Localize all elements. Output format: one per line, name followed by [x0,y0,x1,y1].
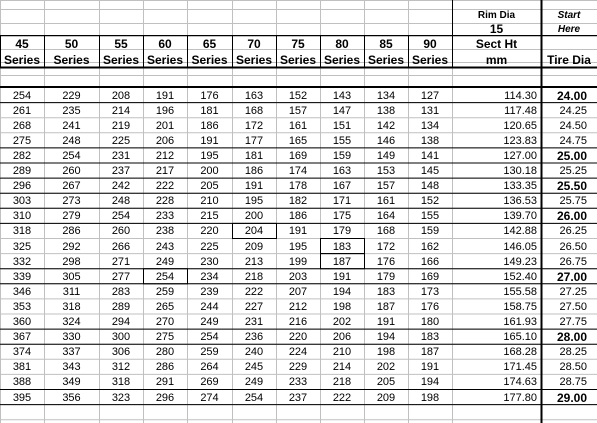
series-value-cell[interactable]: 169 [420,270,440,283]
sect-ht-label[interactable]: Sect Ht [475,37,518,51]
series-label-header[interactable]: Series [53,53,90,67]
series-value-cell[interactable]: 249 [244,376,264,389]
series-value-cell[interactable]: 259 [155,285,175,298]
series-label-header[interactable]: Series [102,53,140,67]
sect-ht-cell[interactable]: 123.83 [503,134,537,147]
series-value-cell[interactable]: 165 [288,134,308,147]
series-value-cell[interactable]: 289 [12,165,32,178]
series-value-cell[interactable]: 207 [288,285,308,298]
sect-ht-cell[interactable]: 136.53 [503,195,537,208]
series-value-cell[interactable]: 180 [420,316,440,329]
tire-dia-cell[interactable]: 25.50 [556,179,587,194]
series-value-cell[interactable]: 261 [12,104,32,117]
series-value-cell[interactable]: 230 [200,255,219,268]
series-value-cell[interactable]: 228 [155,195,175,208]
series-number-header[interactable]: 50 [64,37,79,51]
series-value-cell[interactable]: 239 [200,285,219,298]
series-value-cell[interactable]: 233 [155,210,175,223]
sect-ht-cell[interactable]: 152.40 [503,270,537,283]
series-value-cell[interactable]: 163 [244,89,264,102]
series-value-cell[interactable]: 254 [200,331,219,344]
rim-dia-value[interactable]: 15 [489,22,504,36]
series-value-cell[interactable]: 220 [288,331,308,344]
series-value-cell[interactable]: 260 [111,225,131,238]
series-value-cell[interactable]: 181 [244,149,264,162]
series-value-cell[interactable]: 146 [376,134,396,147]
series-value-cell[interactable]: 265 [155,300,175,313]
series-value-cell[interactable]: 191 [332,270,352,283]
mm-label[interactable]: mm [485,53,508,67]
tire-dia-cell[interactable]: 28.75 [559,376,587,389]
series-number-header[interactable]: 55 [114,37,128,51]
series-value-cell[interactable]: 242 [111,180,131,193]
series-value-cell[interactable]: 312 [111,361,131,374]
sect-ht-cell[interactable]: 177.80 [503,391,537,404]
series-value-cell[interactable]: 131 [420,104,440,117]
series-value-cell[interactable]: 337 [62,346,81,359]
series-value-cell[interactable]: 205 [200,180,219,193]
tire-dia-cell[interactable]: 26.25 [559,225,587,238]
series-value-cell[interactable]: 174 [288,165,308,178]
series-value-cell[interactable]: 196 [155,104,175,117]
series-label-header[interactable]: Series [367,53,405,67]
series-value-cell[interactable]: 153 [376,165,396,178]
series-value-cell[interactable]: 209 [376,391,396,404]
series-value-cell[interactable]: 199 [288,255,308,268]
series-value-cell[interactable]: 134 [420,119,440,132]
tire-dia-cell[interactable]: 26.50 [559,240,587,253]
series-value-cell[interactable]: 204 [244,225,264,238]
series-value-cell[interactable]: 155 [420,210,440,223]
series-number-header[interactable]: 65 [202,37,217,51]
series-value-cell[interactable]: 325 [12,240,32,253]
series-number-header[interactable]: 45 [15,37,29,51]
series-value-cell[interactable]: 218 [332,376,352,389]
sect-ht-cell[interactable]: 158.75 [503,300,537,313]
series-value-cell[interactable]: 157 [288,104,308,117]
series-value-cell[interactable]: 178 [288,180,308,193]
series-value-cell[interactable]: 145 [420,165,440,178]
series-value-cell[interactable]: 254 [62,149,81,162]
series-value-cell[interactable]: 143 [332,89,352,102]
series-value-cell[interactable]: 229 [62,89,81,102]
tire-dia-label[interactable]: Tire Dia [547,53,591,67]
series-value-cell[interactable]: 356 [62,391,81,404]
series-value-cell[interactable]: 318 [62,300,81,313]
series-value-cell[interactable]: 318 [12,225,32,238]
series-value-cell[interactable]: 134 [376,89,396,102]
series-value-cell[interactable]: 271 [111,255,131,268]
series-value-cell[interactable]: 237 [288,391,308,404]
series-value-cell[interactable]: 195 [244,195,264,208]
sect-ht-cell[interactable]: 142.88 [503,225,537,238]
series-value-cell[interactable]: 346 [12,285,32,298]
series-value-cell[interactable]: 195 [200,149,219,162]
series-value-cell[interactable]: 208 [111,89,131,102]
series-value-cell[interactable]: 305 [62,270,81,283]
series-value-cell[interactable]: 191 [200,134,219,147]
sect-ht-cell[interactable]: 130.18 [503,165,537,178]
series-value-cell[interactable]: 219 [111,119,131,132]
series-value-cell[interactable]: 241 [62,119,81,132]
sect-ht-cell[interactable]: 174.63 [503,376,537,389]
series-value-cell[interactable]: 200 [200,165,219,178]
series-value-cell[interactable]: 254 [12,89,32,102]
sect-ht-cell[interactable]: 165.10 [503,331,537,344]
tire-dia-cell[interactable]: 26.00 [556,209,587,224]
series-value-cell[interactable]: 172 [376,240,396,253]
series-value-cell[interactable]: 244 [200,300,219,313]
series-value-cell[interactable]: 259 [200,346,219,359]
series-value-cell[interactable]: 238 [155,225,175,238]
series-value-cell[interactable]: 210 [332,346,352,359]
series-value-cell[interactable]: 395 [12,391,32,404]
series-value-cell[interactable]: 210 [200,195,219,208]
series-value-cell[interactable]: 275 [155,331,175,344]
series-value-cell[interactable]: 289 [111,300,131,313]
series-number-header[interactable]: 70 [247,37,261,51]
series-value-cell[interactable]: 198 [332,300,352,313]
series-value-cell[interactable]: 267 [62,180,81,193]
series-value-cell[interactable]: 218 [244,270,264,283]
series-value-cell[interactable]: 270 [155,316,175,329]
series-value-cell[interactable]: 209 [244,240,264,253]
tire-dia-cell[interactable]: 25.75 [559,195,587,208]
series-value-cell[interactable]: 214 [111,104,131,117]
series-value-cell[interactable]: 157 [376,180,396,193]
series-value-cell[interactable]: 286 [155,361,175,374]
series-value-cell[interactable]: 275 [12,134,32,147]
series-value-cell[interactable]: 187 [376,300,396,313]
series-value-cell[interactable]: 235 [62,104,81,117]
series-value-cell[interactable]: 353 [12,300,32,313]
series-value-cell[interactable]: 254 [155,270,175,283]
series-value-cell[interactable]: 233 [288,376,308,389]
series-value-cell[interactable]: 234 [200,270,219,283]
series-value-cell[interactable]: 360 [12,316,32,329]
series-value-cell[interactable]: 148 [420,180,440,193]
series-value-cell[interactable]: 300 [111,331,131,344]
series-value-cell[interactable]: 222 [244,285,264,298]
sect-ht-cell[interactable]: 114.30 [504,89,537,102]
series-value-cell[interactable]: 260 [62,165,81,178]
series-value-cell[interactable]: 187 [420,346,440,359]
sect-ht-cell[interactable]: 155.58 [503,285,537,298]
tire-dia-cell[interactable]: 25.00 [556,148,587,163]
series-value-cell[interactable]: 215 [200,210,219,223]
series-value-cell[interactable]: 171 [332,195,352,208]
series-value-cell[interactable]: 310 [12,210,32,223]
sect-ht-cell[interactable]: 120.65 [503,119,537,132]
series-value-cell[interactable]: 222 [155,180,175,193]
series-value-cell[interactable]: 191 [288,225,308,238]
series-value-cell[interactable]: 332 [12,255,32,268]
series-value-cell[interactable]: 283 [111,285,131,298]
series-value-cell[interactable]: 202 [376,361,396,374]
tire-dia-cell[interactable]: 28.25 [559,346,587,359]
series-value-cell[interactable]: 225 [200,240,219,253]
series-value-cell[interactable]: 175 [332,210,352,223]
series-value-cell[interactable]: 214 [332,361,352,374]
series-label-header[interactable]: Series [323,53,361,67]
series-value-cell[interactable]: 292 [62,240,81,253]
series-label-header[interactable]: Series [279,53,317,67]
series-value-cell[interactable]: 212 [155,149,175,162]
series-value-cell[interactable]: 306 [111,346,131,359]
series-value-cell[interactable]: 231 [244,316,264,329]
series-value-cell[interactable]: 138 [376,104,396,117]
sect-ht-cell[interactable]: 168.28 [503,346,537,359]
series-value-cell[interactable]: 182 [288,195,308,208]
sect-ht-cell[interactable]: 133.35 [503,180,537,193]
series-value-cell[interactable]: 206 [155,134,175,147]
series-value-cell[interactable]: 264 [200,361,219,374]
series-value-cell[interactable]: 183 [332,240,352,253]
series-value-cell[interactable]: 237 [111,165,131,178]
rim-dia-label[interactable]: Rim Dia [477,10,516,21]
series-value-cell[interactable]: 294 [111,316,131,329]
tire-dia-cell[interactable]: 29.00 [556,390,587,405]
series-value-cell[interactable]: 222 [332,391,352,404]
series-value-cell[interactable]: 163 [332,165,352,178]
series-value-cell[interactable]: 236 [244,331,264,344]
series-number-header[interactable]: 80 [335,37,349,51]
series-value-cell[interactable]: 198 [420,391,440,404]
sect-ht-cell[interactable]: 149.23 [503,255,537,268]
series-value-cell[interactable]: 367 [12,331,32,344]
series-value-cell[interactable]: 318 [111,376,131,389]
series-value-cell[interactable]: 194 [376,331,396,344]
series-value-cell[interactable]: 149 [376,149,396,162]
series-value-cell[interactable]: 159 [332,149,352,162]
series-value-cell[interactable]: 195 [288,240,308,253]
series-value-cell[interactable]: 179 [376,270,396,283]
series-value-cell[interactable]: 381 [12,361,32,374]
series-value-cell[interactable]: 151 [332,119,352,132]
tire-dia-cell[interactable]: 28.50 [559,361,587,374]
series-value-cell[interactable]: 187 [332,255,352,268]
series-value-cell[interactable]: 203 [288,270,308,283]
series-value-cell[interactable]: 248 [62,134,81,147]
series-value-cell[interactable]: 127 [420,89,440,102]
here-label[interactable]: Here [557,23,581,35]
series-value-cell[interactable]: 166 [420,255,440,268]
series-value-cell[interactable]: 161 [288,119,308,132]
series-value-cell[interactable]: 254 [244,391,264,404]
series-value-cell[interactable]: 279 [62,210,81,223]
series-value-cell[interactable]: 205 [376,376,396,389]
series-value-cell[interactable]: 183 [420,331,440,344]
sect-ht-cell[interactable]: 127.00 [503,149,537,162]
series-value-cell[interactable]: 186 [200,119,219,132]
series-value-cell[interactable]: 245 [244,361,264,374]
series-value-cell[interactable]: 167 [332,180,352,193]
series-label-header[interactable]: Series [3,53,41,67]
series-value-cell[interactable]: 142 [376,119,396,132]
series-value-cell[interactable]: 286 [62,225,81,238]
series-value-cell[interactable]: 179 [332,225,352,238]
series-value-cell[interactable]: 349 [62,376,81,389]
series-value-cell[interactable]: 212 [288,300,308,313]
series-value-cell[interactable]: 200 [244,210,264,223]
series-value-cell[interactable]: 169 [288,149,308,162]
series-label-header[interactable]: Series [146,53,184,67]
series-value-cell[interactable]: 173 [420,285,440,298]
tire-dia-cell[interactable]: 27.25 [559,285,587,298]
series-value-cell[interactable]: 254 [111,210,131,223]
series-value-cell[interactable]: 183 [376,285,396,298]
series-value-cell[interactable]: 152 [288,89,308,102]
series-value-cell[interactable]: 191 [244,180,264,193]
series-value-cell[interactable]: 273 [62,195,81,208]
series-value-cell[interactable]: 168 [244,104,264,117]
series-value-cell[interactable]: 303 [12,195,32,208]
series-value-cell[interactable]: 172 [244,119,264,132]
series-value-cell[interactable]: 161 [376,195,396,208]
series-value-cell[interactable]: 176 [420,300,440,313]
series-value-cell[interactable]: 225 [111,134,131,147]
series-value-cell[interactable]: 231 [111,149,131,162]
series-value-cell[interactable]: 224 [288,346,308,359]
series-value-cell[interactable]: 296 [155,391,175,404]
series-value-cell[interactable]: 388 [12,376,32,389]
series-value-cell[interactable]: 240 [244,346,264,359]
sect-ht-cell[interactable]: 161.93 [503,316,537,329]
sect-ht-cell[interactable]: 171.45 [503,361,537,374]
sect-ht-cell[interactable]: 117.48 [504,104,537,117]
series-number-header[interactable]: 75 [291,37,305,51]
series-value-cell[interactable]: 217 [155,165,175,178]
series-value-cell[interactable]: 324 [62,316,81,329]
series-value-cell[interactable]: 220 [200,225,219,238]
series-number-header[interactable]: 85 [379,37,393,51]
tire-dia-cell[interactable]: 25.25 [559,165,587,178]
series-value-cell[interactable]: 229 [288,361,308,374]
tire-dia-cell[interactable]: 24.75 [559,134,587,147]
series-value-cell[interactable]: 249 [155,255,175,268]
series-value-cell[interactable]: 249 [200,316,219,329]
series-value-cell[interactable]: 176 [200,89,219,102]
series-value-cell[interactable]: 164 [376,210,396,223]
series-value-cell[interactable]: 191 [420,361,440,374]
sect-ht-cell[interactable]: 139.70 [503,210,537,223]
series-value-cell[interactable]: 194 [332,285,352,298]
series-value-cell[interactable]: 155 [332,134,352,147]
series-value-cell[interactable]: 159 [420,225,440,238]
series-value-cell[interactable]: 374 [12,346,32,359]
series-value-cell[interactable]: 141 [420,149,440,162]
series-value-cell[interactable]: 147 [332,104,352,117]
sect-ht-cell[interactable]: 146.05 [503,240,537,253]
series-value-cell[interactable]: 323 [111,391,131,404]
tire-dia-cell[interactable]: 27.75 [559,316,587,329]
series-value-cell[interactable]: 291 [155,376,175,389]
series-value-cell[interactable]: 202 [332,316,352,329]
series-number-header[interactable]: 60 [158,37,172,51]
series-value-cell[interactable]: 191 [155,89,175,102]
tire-dia-cell[interactable]: 26.75 [559,255,587,268]
tire-dia-cell[interactable]: 27.50 [559,300,587,313]
series-value-cell[interactable]: 194 [420,376,440,389]
series-value-cell[interactable]: 282 [12,149,32,162]
series-value-cell[interactable]: 198 [376,346,396,359]
tire-dia-cell[interactable]: 27.00 [556,269,587,284]
series-value-cell[interactable]: 168 [376,225,396,238]
series-value-cell[interactable]: 296 [12,180,32,193]
series-label-header[interactable]: Series [235,53,273,67]
series-value-cell[interactable]: 177 [244,134,264,147]
series-value-cell[interactable]: 298 [62,255,81,268]
series-value-cell[interactable]: 274 [200,391,219,404]
series-value-cell[interactable]: 266 [111,240,131,253]
series-value-cell[interactable]: 191 [376,316,396,329]
series-value-cell[interactable]: 311 [62,285,81,298]
series-value-cell[interactable]: 206 [332,331,352,344]
series-value-cell[interactable]: 280 [155,346,175,359]
series-value-cell[interactable]: 181 [200,104,219,117]
tire-dia-cell[interactable]: 28.00 [556,330,587,345]
series-value-cell[interactable]: 216 [288,316,308,329]
series-value-cell[interactable]: 176 [376,255,396,268]
series-value-cell[interactable]: 213 [244,255,264,268]
series-value-cell[interactable]: 330 [62,331,81,344]
tire-dia-cell[interactable]: 24.00 [556,88,587,103]
series-value-cell[interactable]: 186 [244,165,264,178]
series-value-cell[interactable]: 227 [244,300,264,313]
series-label-header[interactable]: Series [191,53,228,67]
series-number-header[interactable]: 90 [423,37,437,51]
series-value-cell[interactable]: 186 [288,210,308,223]
series-value-cell[interactable]: 268 [12,119,32,132]
series-value-cell[interactable]: 152 [420,195,440,208]
start-label[interactable]: Start [557,10,581,21]
tire-dia-cell[interactable]: 24.25 [559,104,587,117]
series-value-cell[interactable]: 339 [12,270,32,283]
series-value-cell[interactable]: 243 [155,240,175,253]
tire-dia-cell[interactable]: 24.50 [559,119,587,132]
series-value-cell[interactable]: 269 [200,376,219,389]
series-label-header[interactable]: Series [411,53,449,67]
series-value-cell[interactable]: 277 [111,270,131,283]
series-value-cell[interactable]: 162 [420,240,440,253]
series-value-cell[interactable]: 138 [420,134,440,147]
series-value-cell[interactable]: 248 [111,195,131,208]
series-value-cell[interactable]: 201 [155,119,175,132]
series-value-cell[interactable]: 343 [62,361,81,374]
